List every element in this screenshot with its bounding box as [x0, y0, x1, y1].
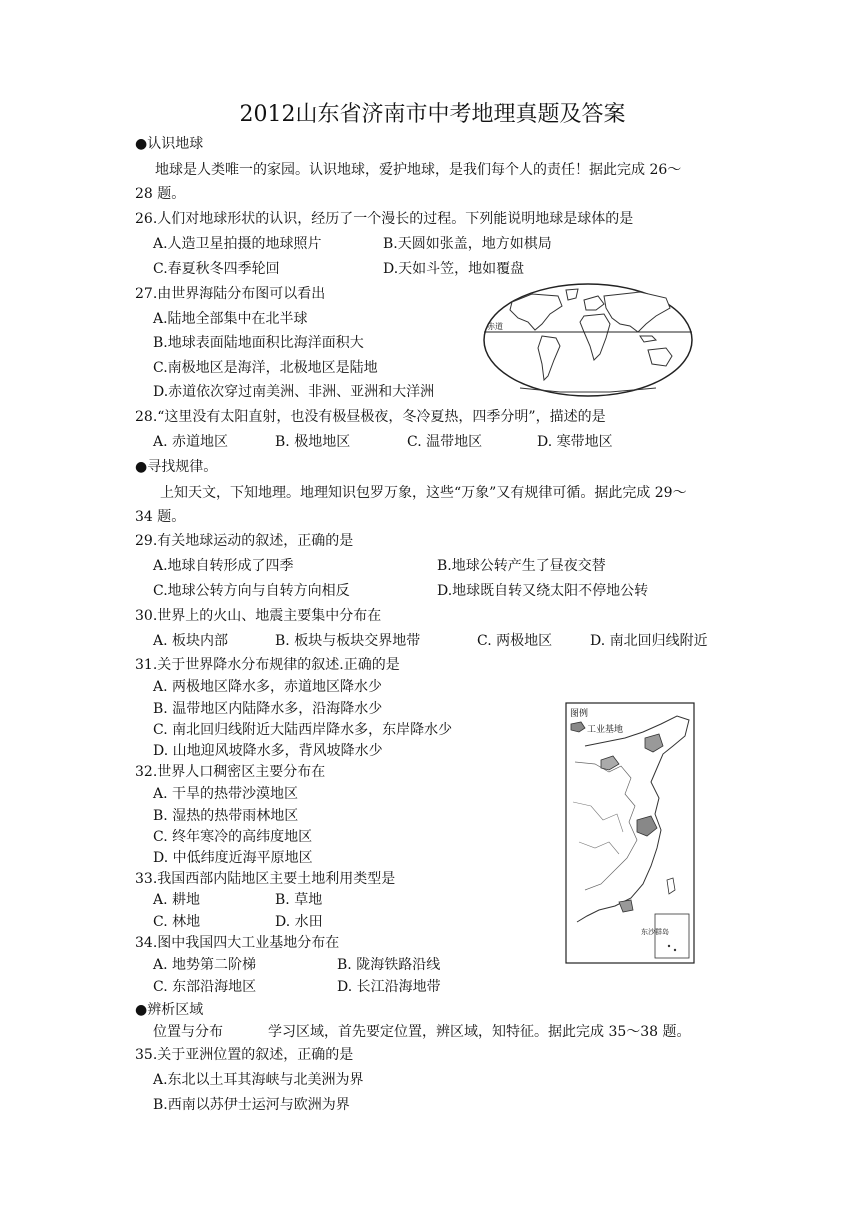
intro-1-line-1: 地球是人类唯一的家园。认识地球，爱护地球，是我们每个人的责任！据此完成 26～ — [155, 162, 682, 178]
question-28-option-c: C. 温带地区 — [407, 434, 483, 450]
map-legend-item: 工业基地 — [587, 725, 624, 735]
question-35-stem: 35.关于亚洲位置的叙述，正确的是 — [135, 1047, 354, 1063]
question-32-option-d: D. 中低纬度近海平原地区 — [153, 850, 313, 866]
question-28-option-d: D. 寒带地区 — [537, 434, 613, 450]
question-26-option-c: C.春夏秋冬四季轮回 — [153, 261, 280, 277]
question-27-option-d: D.赤道依次穿过南美洲、非洲、亚洲和大洋洲 — [153, 384, 435, 400]
question-34-option-b: B. 陇海铁路沿线 — [337, 957, 441, 973]
intro-2-line-2: 34 题。 — [135, 509, 186, 525]
question-26-stem: 26.人们对地球形状的认识，经历了一个漫长的过程。下列能说明地球是球体的是 — [135, 211, 634, 227]
question-33-stem: 33.我国西部内陆地区主要土地利用类型是 — [135, 871, 396, 887]
section-heading-3: ●辨析区域 — [135, 1002, 204, 1018]
question-27-stem: 27.由世界海陆分布图可以看出 — [135, 286, 326, 302]
question-29-option-b: B.地球公转产生了昼夜交替 — [437, 558, 606, 574]
question-30-option-a: A. 板块内部 — [153, 633, 229, 649]
question-27-option-a: A.陆地全部集中在北半球 — [153, 311, 308, 327]
question-32-option-c: C. 终年寒冷的高纬度地区 — [153, 829, 313, 845]
intro-2-line-1: 上知天文，下知地理。地理知识包罗万象，这些“万象”又有规律可循。据此完成 29～ — [160, 485, 687, 501]
world-land-sea-map — [480, 280, 696, 400]
intro-3-text: 学习区域，首先要定位置，辨区域，知特征。据此完成 35～38 题。 — [268, 1024, 691, 1040]
question-34-option-a: A. 地势第二阶梯 — [153, 957, 257, 973]
equator-label: 赤道 — [487, 322, 503, 331]
section-heading-1: ●认识地球 — [135, 136, 204, 152]
question-34-option-c: C. 东部沿海地区 — [153, 979, 257, 995]
question-30-option-c: C. 两极地区 — [477, 633, 553, 649]
question-26-option-d: D.天如斗笠，地如覆盘 — [383, 261, 525, 277]
question-29-option-c: C.地球公转方向与自转方向相反 — [153, 583, 350, 599]
question-26-option-b: B.天圆如张盖，地方如棋局 — [383, 236, 552, 252]
intro-1-line-2: 28 题。 — [135, 186, 186, 202]
question-33-option-a: A. 耕地 — [153, 892, 201, 908]
question-32-option-b: B. 湿热的热带雨林地区 — [153, 808, 299, 824]
question-32-stem: 32.世界人口稠密区主要分布在 — [135, 764, 326, 780]
question-32-option-a: A. 干旱的热带沙漠地区 — [153, 786, 299, 802]
question-28-stem: 28.“这里没有太阳直射，也没有极昼极夜，冬冷夏热，四季分明”，描述的是 — [135, 409, 606, 425]
question-35-option-b: B.西南以苏伊士运河与欧洲为界 — [153, 1097, 350, 1113]
question-30-option-d: D. 南北回归线附近 — [590, 633, 708, 649]
question-33-option-c: C. 林地 — [153, 914, 201, 930]
question-29-option-d: D.地球既自转又绕太阳不停地公转 — [437, 583, 649, 599]
question-31-option-a: A. 两极地区降水多，赤道地区降水少 — [153, 679, 383, 695]
question-31-option-b: B. 温带地区内陆降水多，沿海降水少 — [153, 701, 383, 717]
question-27-option-c: C.南极地区是海洋，北极地区是陆地 — [153, 360, 378, 376]
question-33-option-b: B. 草地 — [275, 892, 323, 908]
question-33-option-d: D. 水田 — [275, 914, 323, 930]
page-title: 2012山东省济南市中考地理真题及答案 — [239, 102, 626, 127]
question-30-stem: 30.世界上的火山、地震主要集中分布在 — [135, 608, 382, 624]
question-34-stem: 34.图中我国四大工业基地分布在 — [135, 935, 340, 951]
question-26-option-a: A.人造卫星拍摄的地球照片 — [153, 236, 322, 252]
question-31-stem: 31.关于世界降水分布规律的叙述.正确的是 — [135, 657, 400, 673]
intro-3-label: 位置与分布 — [153, 1024, 223, 1040]
question-29-option-a: A.地球自转形成了四季 — [153, 558, 294, 574]
question-27-option-b: B.地球表面陆地面积比海洋面积大 — [153, 335, 364, 351]
question-35-option-a: A.东北以土耳其海峡与北美洲为界 — [153, 1072, 364, 1088]
map-legend-title: 图例 — [570, 709, 589, 719]
question-29-stem: 29.有关地球运动的叙述，正确的是 — [135, 533, 354, 549]
question-31-option-d: D. 山地迎风坡降水多，背风坡降水少 — [153, 743, 383, 759]
question-28-option-b: B. 极地地区 — [275, 434, 351, 450]
china-industrial-bases-map — [565, 702, 695, 964]
question-34-option-d: D. 长江沿海地带 — [337, 979, 441, 995]
section-heading-2: ●寻找规律。 — [135, 459, 218, 475]
question-28-option-a: A. 赤道地区 — [153, 434, 229, 450]
map-islands-label: 东沙群岛 — [641, 928, 669, 936]
question-30-option-b: B. 板块与板块交界地带 — [275, 633, 421, 649]
question-31-option-c: C. 南北回归线附近大陆西岸降水多，东岸降水少 — [153, 722, 453, 738]
